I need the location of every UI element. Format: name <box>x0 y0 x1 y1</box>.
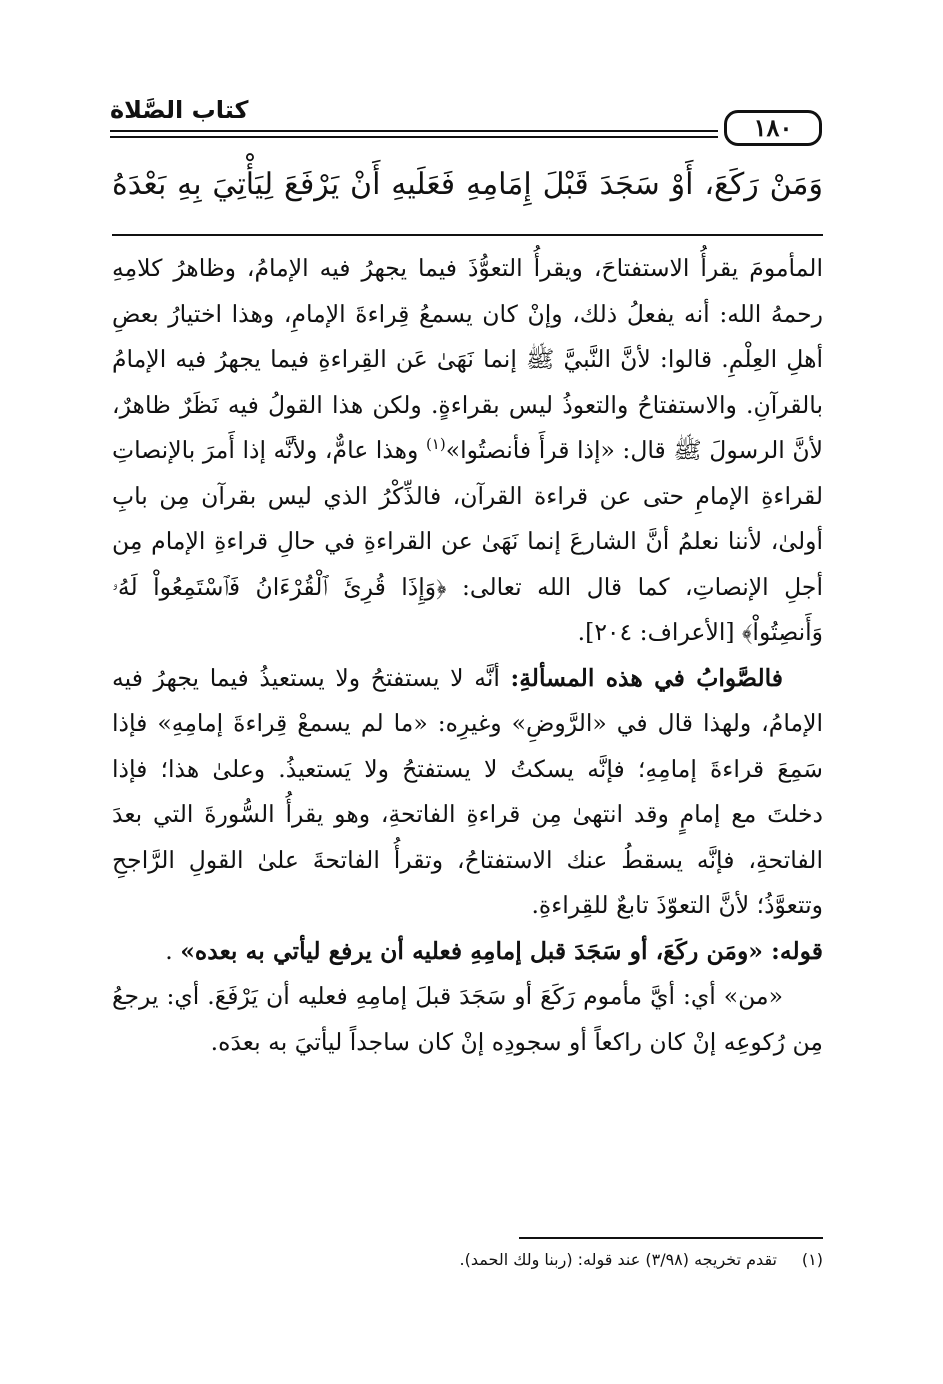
matn-text: وَمَنْ رَكَعَ، أَوْ سَجَدَ قَبْلَ إِمَامِهِ فَعَلَيهِ أَنْ يَرْفَعَ لِيَأْتِيَ بِهِ بَعْدَهُ <box>112 167 823 202</box>
footnote-divider <box>519 1237 823 1239</box>
header-rule-bottom <box>110 136 718 138</box>
footnote-reference: (١) <box>425 435 446 454</box>
paragraph-3 <box>112 929 823 975</box>
paragraph-2-lead: فالصَّوابُ في هذه المسألةِ: <box>510 663 783 692</box>
book-title: كتاب الصَّلاة <box>110 96 249 124</box>
paragraph-2-text: أنَّه لا يستفتحُ ولا يستعيذُ فيما يجهرُ فيه الإمامُ، ولهذا قال في «الرَّوضِ» وغيرِه: «ما لم يسمعْ قِراءةَ إمامِهِ» فإذا سَمِعَ قراءةَ إمامِهِ؛ فإنَّه يسكتُ لا يستفتحُ ولا يَستعيذُ. وعلىٰ هذا؛ فإذا دخلتَ مع إمامٍ وقد انتهىٰ مِن قراءةِ الفاتحةِ، وهو يقرأُ السُّورةَ التي بعدَ الفاتحةِ، فإنَّه يسقطُ عنك الاستفتاحُ، وتقرأُ الفاتحةَ علىٰ القولِ الرَّاجحِ وتتعوَّذُ؛ لأنَّ التعوّذَ تابعٌ للقِراءةِ. <box>112 663 823 919</box>
paragraph-4 <box>112 974 823 1065</box>
paragraph-1 <box>112 246 823 656</box>
paragraph-1-text: المأمومَ يقرأُ الاستفتاحَ، ويقرأُ التعوُّذَ فيما يجهرُ فيه الإمامُ، وظاهرُ كلامِهِ رحمهُ الله: أنه يفعلُ ذلك، وإنْ كان يسمعُ قِراءةَ الإمامِ، وهذا اختيارُ بعضِ أهلِ العِلْمِ. قالوا: لأنَّ النَّبيَّ ﷺ إنما نَهَىٰ عَن القِراءةِ فيما يجهرُ فيه الإمامُ بالقرآنِ. والاستفتاحُ والتعوذُ ليس بقراءةٍ. ولكن هذا القولُ فيه نَظَرٌ ظاهرٌ، لأنَّ الرسولَ ﷺ قال: «إذا قرأَ فأنصتُوا» <box>112 254 823 464</box>
matn-divider <box>112 234 823 236</box>
footnote-text: تقدم تخريجه (٣/٩٨) عند قوله: (ربنا ولك الحمد). <box>459 1250 777 1269</box>
footnote-number: (١) <box>801 1250 823 1269</box>
paragraph-2 <box>112 656 823 929</box>
footnote <box>112 1246 823 1274</box>
commentary-body <box>112 246 823 1065</box>
header-rule-top <box>110 130 718 132</box>
page-number: ١٨٠ <box>724 110 822 146</box>
page-header <box>110 96 822 150</box>
paragraph-1-continued: وهذا عامٌّ، ولأنَّه إذا أَمرَ بالإنصاتِ لقراءةِ الإمامِ حتى عن قراءة القرآن، فالذِّكْرُ الذي ليس بقرآن مِن بابِ أولىٰ، لأننا نعلمُ أنَّ الشارعَ إنما نَهَىٰ عن القراءةِ في حالِ قراءةِ الإمام مِن أجلِ الإنصاتِ، كما قال الله تعالى: ﴿وَإِذَا قُرِئَ ٱلْقُرْءَانُ فَٱسْتَمِعُواْ لَهُۥ وَأَنصِتُواْ﴾ [الأعراف: ٢٠٤]. <box>112 436 823 646</box>
paragraph-4-text: «من» أي: أيَّ مأموم رَكَعَ أو سَجَدَ قبلَ إمامِهِ فعليه أن يَرْفَعَ. أي: يرجعُ مِن رُكوعِه إنْ كان راكعاً أو سجودِه إنْ كان ساجداً ليأتيَ به بعدَه. <box>112 982 823 1056</box>
paragraph-3-tail: . <box>165 936 181 965</box>
quoted-matn-heading: قوله: «ومَن ركَعَ، أو سَجَدَ قبل إمامِهِ فعليه أن يرفع ليأتي به بعده» <box>180 936 823 965</box>
